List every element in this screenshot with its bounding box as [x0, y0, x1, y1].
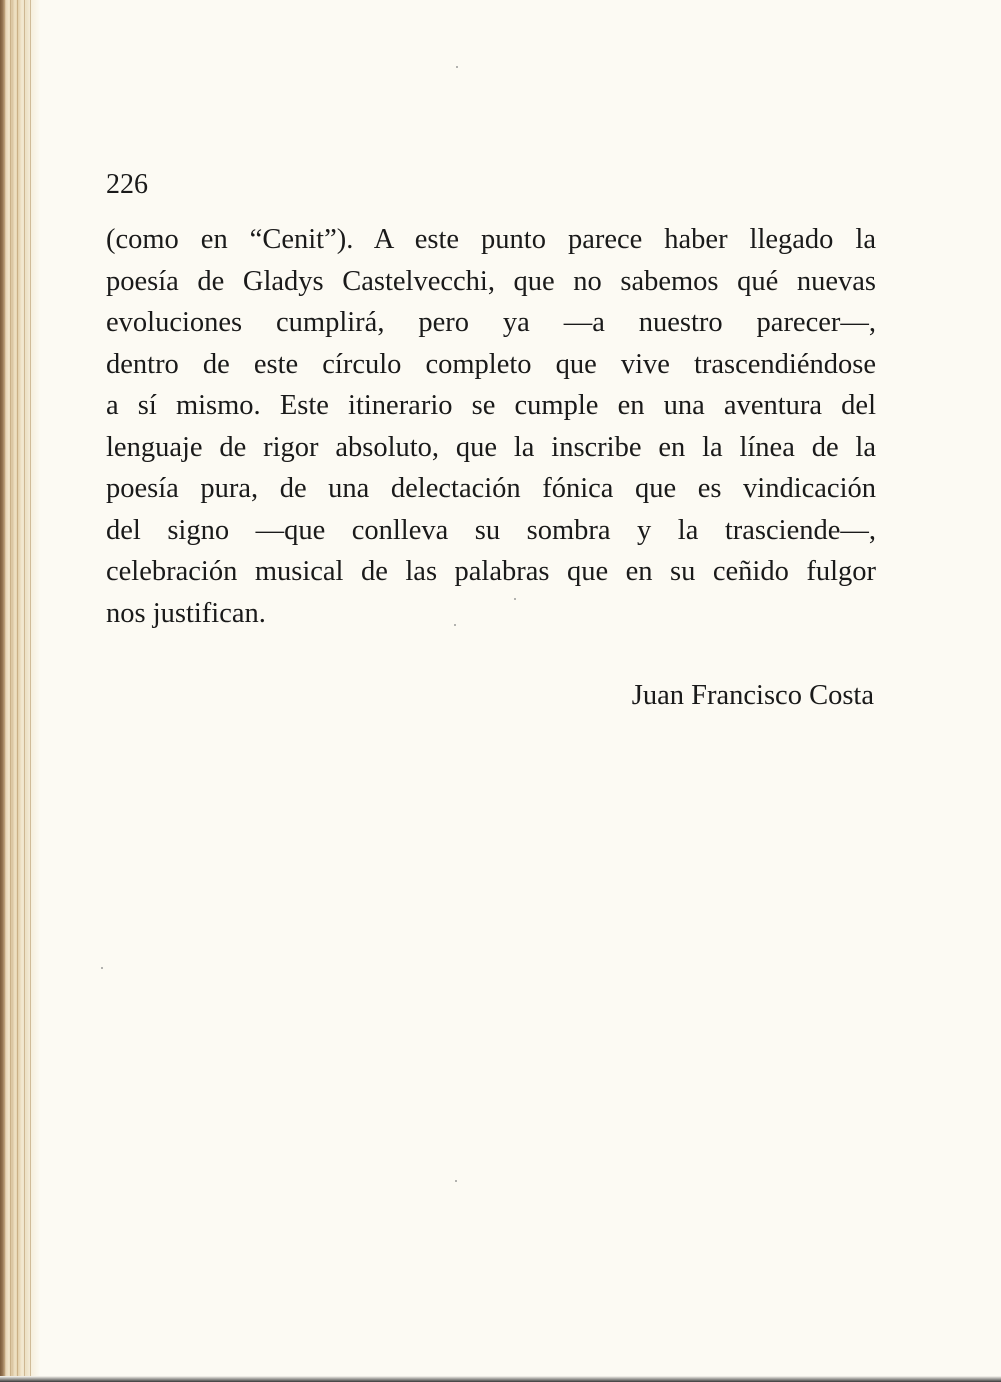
- spine-line: [30, 0, 31, 1382]
- paragraph-line: lenguaje de rigor absoluto, que la inscribe en la línea de la: [106, 431, 876, 463]
- spine-line: [4, 0, 5, 1382]
- paragraph-line: celebración musical de las palabras que en su ceñido fulgor: [106, 556, 876, 587]
- paragraph-line: a sí mismo. Este itinerario se cumple en una aventura del: [106, 390, 876, 421]
- book-spine-edge: [0, 0, 40, 1382]
- paragraph-line: poesía pura, de una delectación fónica que es vindicación: [106, 473, 876, 504]
- paper-speck: [455, 1180, 457, 1182]
- author-signature: Juan Francisco Costa: [631, 680, 874, 711]
- paragraph-line: del signo —que conlleva su sombra y la trasciende—,: [106, 514, 876, 546]
- paper-speck: [101, 967, 103, 969]
- spine-line: [10, 0, 11, 1382]
- page-bottom-edge: [0, 1376, 1001, 1382]
- paragraph-line: nos justifican.: [106, 597, 266, 629]
- paper-speck: [514, 598, 516, 600]
- paragraph-line: poesía de Gladys Castelvecchi, que no sabemos qué nuevas: [106, 265, 876, 297]
- page-number: 226: [106, 169, 148, 200]
- paper-speck: [454, 624, 456, 626]
- paragraph-line: dentro de este círculo completo que vive trascendiéndose: [106, 348, 876, 380]
- paragraph-line: (como en “Cenit”). A este punto parece haber llegado la: [106, 224, 876, 255]
- paragraph-line: evoluciones cumplirá, pero ya —a nuestro parecer—,: [106, 307, 876, 338]
- spine-line: [17, 0, 18, 1382]
- spine-line: [24, 0, 25, 1382]
- paper-speck: [456, 66, 458, 68]
- body-paragraph: [106, 219, 876, 634]
